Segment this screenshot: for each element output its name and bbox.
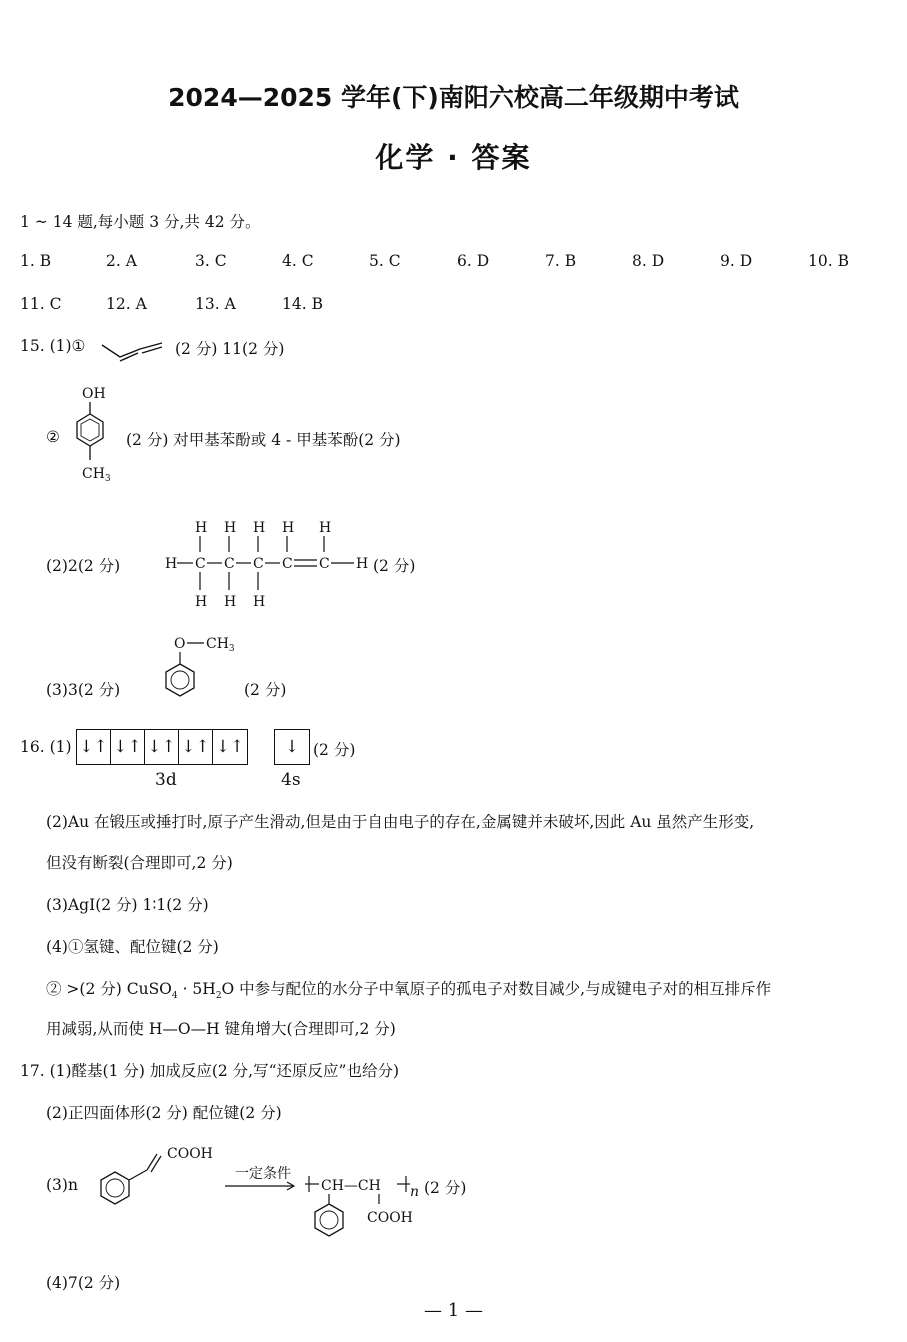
answer-13: 13. A	[195, 295, 236, 313]
answer-14: 14. B	[282, 295, 323, 313]
oh-label: OH	[82, 386, 106, 402]
condition-label: 一定条件	[235, 1166, 291, 1182]
answer-1: 1. B	[20, 252, 52, 270]
svg-text:C: C	[319, 556, 330, 572]
svg-text:C: C	[195, 556, 206, 572]
q17-3-suffix: (2 分)	[424, 1179, 467, 1197]
p-cresol-structure	[74, 382, 124, 492]
c-atoms	[195, 556, 330, 572]
svg-text:CH3	[206, 636, 235, 654]
q15-1-suffix: (2 分) 11(2 分)	[175, 340, 285, 358]
answer-5: 5. C	[369, 252, 401, 270]
answer-8: 8. D	[632, 252, 665, 270]
orbital-box: ↓↑	[179, 730, 213, 764]
section-intro: 1 ~ 14 题,每小题 3 分,共 42 分。	[20, 213, 261, 231]
polymer-n-label: n	[410, 1184, 420, 1200]
answer-3: 3. C	[195, 252, 227, 270]
svg-text:C: C	[253, 556, 264, 572]
q17-1: 17. (1)醛基(1 分) 加成反应(2 分,写“还原反应”也给分)	[20, 1062, 400, 1080]
answer-10: 10. B	[808, 252, 849, 270]
pentene-structure	[163, 516, 373, 616]
q15-3-prefix: (3)3(2 分)	[46, 681, 121, 699]
page-title: 2024—2025 学年(下)南阳六校高二年级期中考试	[168, 83, 739, 112]
butadiene-structure	[100, 335, 170, 365]
anisole-structure	[158, 630, 248, 705]
svg-text:H: H	[356, 556, 369, 572]
q16-1-suffix: (2 分)	[313, 741, 356, 759]
svg-text:H: H	[319, 520, 332, 536]
answer-4: 4. C	[282, 252, 314, 270]
anisole-ch3-label: CH	[206, 636, 229, 652]
q17-3-prefix: (3)n	[46, 1176, 78, 1194]
svg-text:C: C	[282, 556, 293, 572]
orbital-box: ↓↑	[215, 737, 245, 757]
q16-2-line1: (2)Au 在锻压或捶打时,原子产生滑动,但是由于自由电子的存在,金属键并未破坏,因此 Au 虽然产生形变,	[46, 813, 755, 831]
orbital-box: ↓	[284, 737, 300, 757]
svg-text:H: H	[224, 594, 237, 610]
q16-4b-line1: ② >(2 分) CuSO$_4$ · $5H_2O$ 中参与配位的水分子中氧原子的孤电子对数目减少,与成键电子对的相互排斥作	[46, 980, 772, 1002]
q16-4b-line2: 用减弱,从而使 H—O—H 键角增大(合理即可,2 分)	[46, 1020, 396, 1038]
answer-7: 7. B	[545, 252, 577, 270]
answer-11: 11. C	[20, 295, 62, 313]
svg-text:C: C	[224, 556, 235, 572]
q15-1-prefix: 15. (1)①	[20, 337, 86, 355]
q16-2-line2: 但没有断裂(合理即可,2 分)	[46, 854, 233, 872]
cooh-product-label: COOH	[367, 1210, 413, 1226]
polymerization-scheme	[95, 1140, 475, 1255]
anisole-ch3-subscript: 3	[228, 644, 235, 654]
q15-2-prefix: (2)2(2 分)	[46, 557, 121, 575]
svg-text:H: H	[195, 520, 208, 536]
answer-9: 9. D	[720, 252, 753, 270]
page-number: — 1 —	[424, 1300, 483, 1321]
page-subtitle: 化学 · 答案	[375, 141, 532, 174]
svg-text:CH3	[82, 466, 111, 484]
svg-text:H: H	[253, 520, 266, 536]
answer-12: 12. A	[106, 295, 147, 313]
svg-text:H: H	[253, 594, 266, 610]
q16-1-prefix: 16. (1)	[20, 738, 72, 756]
svg-text:H: H	[224, 520, 237, 536]
label-3d: 3d	[155, 770, 177, 790]
q16-4: (4)①氢键、配位键(2 分)	[46, 938, 219, 956]
orbital-3d-diagram	[76, 729, 248, 765]
orbital-box: ↓↑	[111, 730, 145, 764]
q15-1b-suffix: (2 分) 对甲基苯酚或 4 - 甲基苯酚(2 分)	[126, 431, 401, 449]
q17-4: (4)7(2 分)	[46, 1274, 121, 1292]
orbital-box: ↓↑	[77, 730, 111, 764]
label-4s: 4s	[281, 770, 301, 790]
polymer-chain-label: CH—CH	[321, 1178, 381, 1194]
orbital-4s-diagram	[274, 729, 310, 765]
o-label: O	[174, 636, 186, 652]
q17-2: (2)正四面体形(2 分) 配位键(2 分)	[46, 1104, 282, 1122]
orbital-box: ↓↑	[145, 730, 179, 764]
ch3-label: CH	[82, 466, 105, 482]
q15-2-suffix: (2 分)	[373, 557, 416, 575]
answer-2: 2. A	[106, 252, 137, 270]
cooh-reactant-label: COOH	[167, 1146, 213, 1162]
svg-text:H: H	[165, 556, 178, 572]
svg-text:H: H	[195, 594, 208, 610]
ch3-subscript: 3	[104, 474, 111, 484]
svg-text:H: H	[282, 520, 295, 536]
q16-3: (3)AgI(2 分) 1∶1(2 分)	[46, 896, 209, 914]
q15-1b-prefix: ②	[46, 428, 60, 446]
q15-3-suffix: (2 分)	[244, 681, 287, 699]
answer-6: 6. D	[457, 252, 490, 270]
